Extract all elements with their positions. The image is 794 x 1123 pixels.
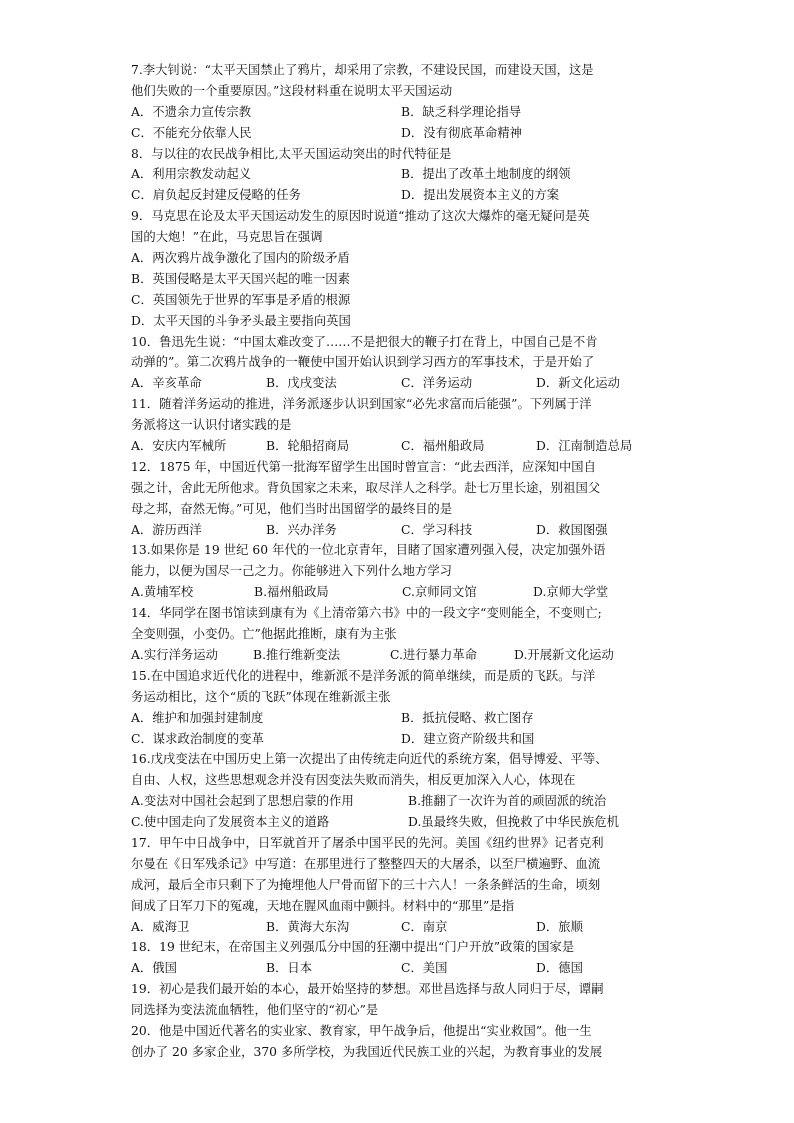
q8-options (131, 164, 671, 185)
q7-stem-line: 他们失败的一个重要原因。”这段材料重在说明太平天国运动 (131, 83, 453, 98)
option-b: B．缺乏科学理论指导 (401, 104, 522, 119)
q11-stem-line: 务派将这一认识付诸实践的是 (131, 418, 292, 433)
q20-stem-line: 创办了 20 多家企业，370 多所学校，为我国近代民族工业的兴起，为教育事业的发展 (131, 1044, 603, 1059)
q12-options (131, 520, 671, 541)
option-d: D．救国图强 (536, 522, 608, 537)
option-b: B．日本 (266, 961, 313, 976)
option-a: A．安庆内军械所 (131, 439, 227, 454)
option-d: D．太平天国的斗争矛头最主要指向英国 (131, 313, 351, 328)
q14-stem-line: 全变则强，小变仍。亡”他据此推断，康有为主张 (131, 627, 397, 642)
option-c: C．英国领先于世界的军事是矛盾的根源 (131, 292, 351, 307)
option-d: D．没有彻底革命精神 (401, 125, 523, 140)
q17-stem-line: 间成了日军刀下的冤魂，天地在腥风血雨中颤抖。材料中的“那里”是指 (131, 898, 515, 913)
q12-stem-line: 母之邦，奋然无悔。”可见，他们当时出国留学的最终目的是 (131, 501, 453, 516)
option-b: B.推行维新变法 (253, 647, 341, 662)
option-b: B．黄海大东沟 (266, 919, 350, 934)
option-c: C．学习科技 (401, 522, 473, 537)
q7-stem-line: 7.李大钊说：“太平天国禁止了鸦片，却采用了宗教，不建设民国，而建设天国，这是 (131, 63, 594, 77)
option-d: D．德国 (536, 961, 583, 976)
q16-stem-line: 16.戊戌变法在中国历史上第一次提出了由传统走向近代的系统方案，倡导博爱、平等、 (131, 752, 608, 767)
q10-stem-line: 10．鲁迅先生说：“中国太难改变了……不是把很大的鞭子打在背上，中国自己是不肯 (131, 334, 598, 349)
q15-options (131, 729, 671, 750)
option-d: D．旅顺 (536, 919, 583, 934)
option-a: A．利用宗教发动起义 (131, 167, 252, 182)
q19-stem-line: 19．初心是我们最开始的本心，最开始坚持的梦想。邓世昌选择与敌人同归于尽，谭嗣 (131, 982, 604, 997)
q14-stem-line: 14．华同学在图书馆读到康有为《上清帝第六书》中的一段文字“变则能全，不变则亡; (131, 606, 602, 621)
q9-stem-line: 国的大炮！”在此，马克思旨在强调 (131, 230, 323, 245)
option-a: A．俄国 (131, 961, 177, 976)
q8-stem-line: 8．与以往的农民战争相比,太平天国运动突出的时代特征是 (131, 146, 452, 161)
q11-stem-line: 11．随着洋务运动的推进，洋务派逐步认识到国家“必先求富而后能强”。下列属于洋 (131, 397, 592, 412)
q13-stem-line: 能力，以便为国尽一己之力。你能够进入下列什么地方学习 (131, 564, 453, 579)
q17-stem-line: 尔曼在《日军残杀记》中写道：在那里进行了整整四天的大屠杀，以至尸横遍野、血流 (131, 856, 601, 871)
q17-options (131, 917, 671, 938)
option-d: D.虽最终失败，但挽救了中华民族危机 (408, 815, 619, 830)
q9-stem-line: 9．马克思在论及太平天国运动发生的原因时说道“推动了这次大爆炸的毫无疑问是英 (131, 209, 590, 224)
option-a: A．游历西洋 (131, 522, 202, 537)
option-c: C．谋求政治制度的变革 (131, 731, 264, 746)
q17-stem-line: 17．甲午中日战争中，日军就首开了屠杀中国平民的先河。美国《纽约世界》记者克利 (131, 835, 604, 850)
q8-options (131, 185, 671, 206)
option-c: C．南京 (401, 919, 448, 934)
q16-options (131, 812, 671, 833)
option-a: A．辛亥革命 (131, 376, 202, 391)
option-a: A．不遗余力宣传宗教 (131, 104, 252, 119)
q7-options (131, 123, 671, 144)
q10-options (131, 373, 671, 394)
option-b: B.福州船政局 (254, 585, 329, 600)
option-c: C．福州船政局 (401, 439, 485, 454)
q7-options (131, 102, 671, 123)
q15-stem-line: 务运动相比，这个“质的飞跃”体现在维新派主张 (131, 689, 391, 704)
option-d: D．新文化运动 (536, 376, 620, 391)
option-c: C.京师同文馆 (402, 585, 477, 600)
q16-stem-line: 自由、人权，这些思想观念并没有因变法失败而消失，相反更加深入人心，体现在 (131, 773, 576, 788)
option-c: C．不能充分依靠人民 (131, 125, 252, 140)
q11-options (131, 436, 671, 457)
q18-stem-line: 18．19 世纪末，在帝国主义列强瓜分中国的狂潮中提出“门户开放”政策的国家是 (131, 940, 575, 955)
option-d: D.京师大学堂 (533, 585, 609, 600)
option-a: A．威海卫 (131, 919, 190, 934)
q15-stem-line: 15.在中国追求近代化的进程中，维新派不是洋务派的简单继续，而是质的飞跃。与洋 (131, 668, 596, 683)
q13-options (131, 582, 671, 603)
q18-options (131, 958, 671, 979)
q14-options (131, 645, 671, 666)
option-b: B．抵抗侵略、救亡图存 (401, 710, 534, 725)
option-d: D．建立资产阶级共和国 (401, 731, 535, 746)
option-b: B．轮船招商局 (266, 439, 350, 454)
option-a: A.实行洋务运动 (131, 647, 218, 662)
q19-stem-line: 同选择为变法流血牺牲，他们坚守的“初心”是 (131, 1003, 379, 1018)
q10-stem-line: 动弹的”。第二次鸦片战争的一鞭使中国开始认识到学习西方的军事技术，于是开始了 (131, 355, 595, 370)
q20-stem-line: 20．他是中国近代著名的实业家、教育家，甲午战争后，他提出“实业救国”。他一生 (131, 1023, 592, 1038)
option-c: C．洋务运动 (401, 376, 473, 391)
option-a: A.变法对中国社会起到了思想启蒙的作用 (131, 794, 354, 809)
option-c: C．肩负起反封建反侵略的任务 (131, 188, 301, 203)
option-d: D.开展新文化运动 (514, 647, 614, 662)
option-b: B．英国侵略是太平天国兴起的唯一因素 (131, 271, 350, 286)
option-c: C.使中国走向了发展资本主义的道路 (131, 815, 330, 830)
q12-stem-line: 12．1875 年，中国近代第一批海军留学生出国时曾宣言：“此去西洋，应深知中国自 (131, 459, 596, 474)
option-b: B．提出了改革土地制度的纲领 (401, 167, 571, 182)
q16-options (131, 791, 671, 812)
q17-stem-line: 成河，最后全市只剩下了为掩埋他人尸骨而留下的三十六人！一条条鲜活的生命，顷刻 (131, 877, 601, 892)
q12-stem-line: 强之计，舍此无所他求。背负国家之未来，取尽洋人之科学。赴七万里长途，别祖国父 (131, 480, 601, 495)
option-c: C．美国 (401, 961, 448, 976)
option-d: D．江南制造总局 (536, 439, 633, 454)
option-a: A．维护和加强封建制度 (131, 710, 264, 725)
option-b: B．兴办洋务 (266, 522, 337, 537)
option-b: B．戊戌变法 (266, 376, 337, 391)
question-list (131, 60, 671, 1063)
option-c: C.进行暴力革命 (390, 647, 478, 662)
q15-options (131, 708, 671, 729)
option-b: B.推翻了一次许为首的顽固派的统治 (408, 794, 607, 809)
option-a: A．两次鸦片战争激化了国内的阶级矛盾 (131, 251, 350, 266)
option-a: A.黄埔军校 (131, 585, 194, 600)
option-d: D．提出发展资本主义的方案 (401, 188, 560, 203)
q13-stem-line: 13.如果你是 19 世纪 60 年代的一位北京青年，目睹了国家遭列强入侵，决定加强外语 (131, 543, 606, 558)
